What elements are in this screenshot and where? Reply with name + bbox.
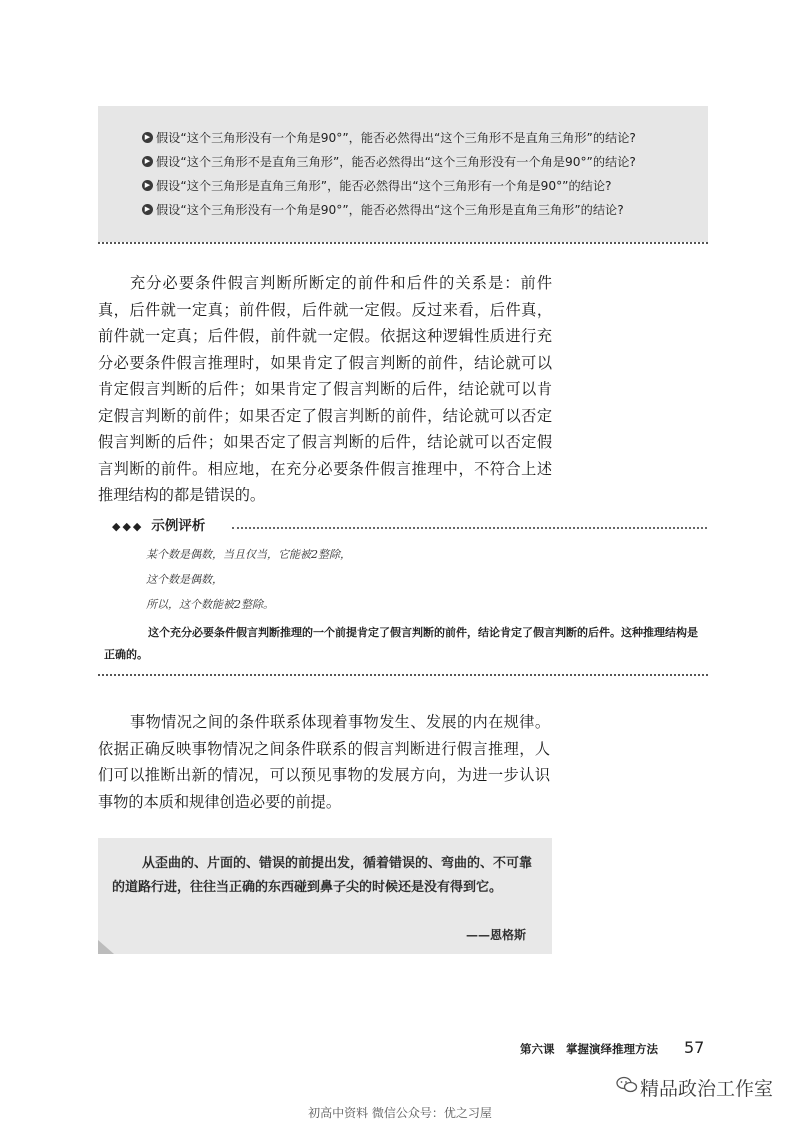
example-dotted-divider [98, 674, 708, 676]
page-fold-corner [98, 940, 114, 954]
question-text: 假设“这个三角形是直角三角形”，能否必然得出“这个三角形有一个角是90°”的结论? [156, 179, 612, 193]
example-title: 示例评析 [151, 518, 206, 534]
play-bullet-icon: ▶ [142, 132, 153, 143]
diamond-icons: ◆◆◆ [112, 520, 144, 533]
quote-text: 从歪曲的、片面的、错误的前提出发，循着错误的、弯曲的、不可靠的道路行进，往往当正确的东西碰到鼻子尖的时候还是没有得到它。 [112, 856, 533, 895]
quote-box [98, 838, 552, 954]
lesson-title: 第六课 掌握演绎推理方法 [520, 1042, 658, 1056]
example-header-dotted-line [232, 527, 707, 529]
question-text: 假设“这个三角形不是直角三角形”，能否必然得出“这个三角形没有一个角是90°”的结论? [156, 155, 636, 169]
brand-watermark: 精品政治工作室 [640, 1078, 774, 1100]
bottom-caption: 初高中资料 微信公众号：优之习屋 [308, 1106, 492, 1120]
question-box [98, 106, 708, 242]
page-number: 57 [684, 1038, 705, 1057]
play-bullet-icon: ▶ [142, 156, 153, 167]
question-text: 假设“这个三角形没有一个角是90°”，能否必然得出“这个三角形是直角三角形”的结论? [156, 203, 624, 217]
question-box-dotted-divider [98, 242, 708, 244]
example-premise-2: 这个数是偶数， [146, 573, 223, 586]
question-text: 假设“这个三角形没有一个角是90°”，能否必然得出“这个三角形不是直角三角形”的结论? [156, 131, 636, 145]
question-item [142, 152, 636, 172]
question-item [142, 200, 624, 220]
body-paragraph-2: 事物情况之间的条件联系体现着事物发生、发展的内在规律。依据正确反映事物情况之间条件联系的假言判断进行假言推理，人们可以推断出新的情况，可以预见事物的发展方向，为进一步认识事物的本质和规律创造必要的前提。 [98, 713, 550, 811]
question-item [142, 128, 636, 148]
question-item [142, 176, 612, 196]
example-conclusion: 所以，这个数能被2整除。 [146, 598, 274, 611]
play-bullet-icon: ▶ [142, 180, 153, 191]
play-bullet-icon: ▶ [142, 204, 153, 215]
example-premise-1: 某个数是偶数，当且仅当，它能被2整除， [146, 548, 351, 561]
body-paragraph-1: 充分必要条件假言判断所断定的前件和后件的关系是：前件真，后件就一定真；前件假，后件就一定假。反过来看，后件真，前件就一定真；后件假，前件就一定假。依据这种逻辑性质进行充分必要条件假言推理时，如果肯定了假言判断的前件，结论就可以肯定假言判断的后件；如果肯定了假言判断的后件，结论就可以肯定假言判断的前件；如果否定了假言判断的前件，结论就可以否定假言判断的后件；如果否定了假言判断的后件，结论就可以否定假言判断的前件。相应地，在充分必要条件假言推理中，不符合上述推理结构的都是错误的。 [98, 274, 552, 504]
wechat-icon [616, 1076, 638, 1094]
example-header [112, 516, 205, 536]
example-comment: 这个充分必要条件假言判断推理的一个前提肯定了假言判断的前件，结论肯定了假言判断的后件。这种推理结构是正确的。 [104, 626, 698, 661]
quote-author: ——恩格斯 [465, 928, 526, 942]
